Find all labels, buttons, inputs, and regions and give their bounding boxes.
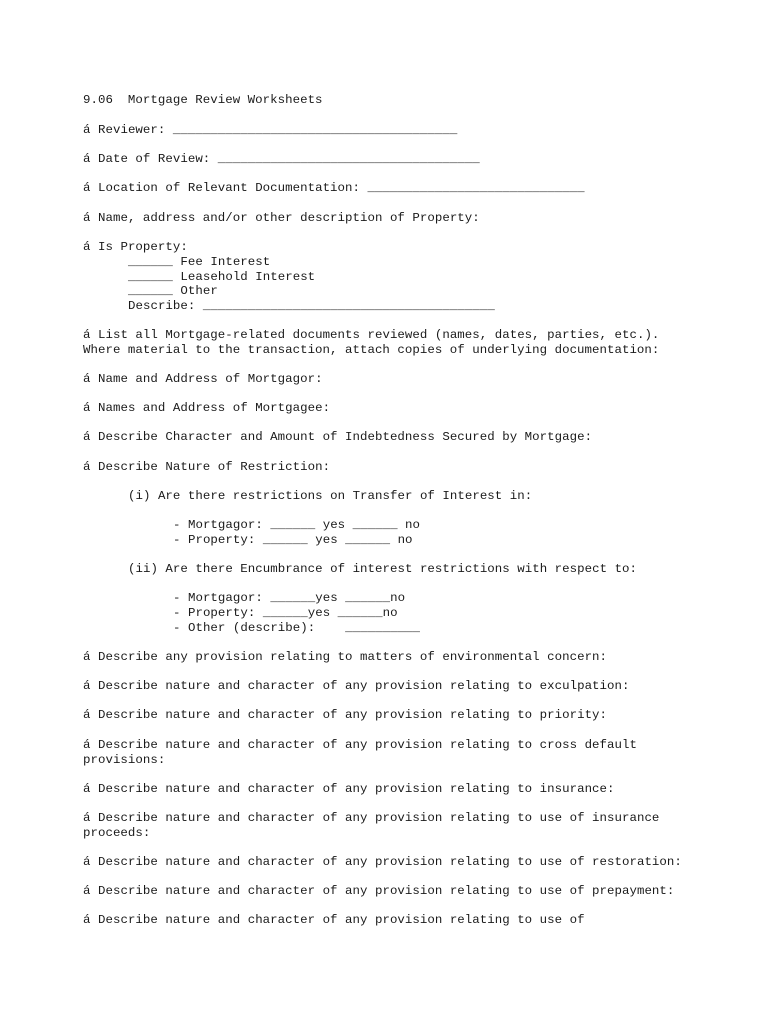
list-docs-line-2: Where material to the transaction, attach copies of underlying documentation: [83,343,660,357]
describe-blank[interactable]: _______________________________________ [202,299,495,313]
is-property-line [83,240,188,255]
describe-line [128,299,495,314]
fee-interest-label: Fee Interest [180,255,271,269]
option-fee-interest [128,255,270,270]
exculpation-label: Describe nature and character of any provision relating to exculpation: [98,679,630,693]
bullet: á [83,782,91,796]
other-blank[interactable]: ______ [128,284,173,298]
cross-default-line-2: provisions: [83,753,166,767]
bullet: á [83,738,91,752]
date-of-review-line [83,152,480,167]
cross-default-text-1: Describe nature and character of any provision relating to cross default [98,738,637,752]
indebtedness-label: Describe Character and Amount of Indebtedness Secured by Mortgage: [98,430,593,444]
encumbrance-property-row[interactable]: - Property: ______yes ______no [173,606,398,620]
mortgagee-name-line [83,401,330,416]
mortgagee-name-label: Names and Address of Mortgagee: [98,401,331,415]
list-docs-line-1 [83,328,659,343]
insurance-proceeds-line-1 [83,811,659,826]
bullet: á [83,708,91,722]
environmental-line [83,650,607,665]
insurance-label: Describe nature and character of any provision relating to insurance: [98,782,615,796]
exculpation-line [83,679,629,694]
describe-label: Describe: [128,299,196,313]
bullet: á [83,884,91,898]
bullet: á [83,372,91,386]
nature-restriction-label: Describe Nature of Restriction: [98,460,331,474]
leasehold-interest-label: Leasehold Interest [180,270,316,284]
property-description-line [83,211,480,226]
environmental-label: Describe any provision relating to matters of environmental concern: [98,650,608,664]
restoration-line [83,855,682,870]
other-label: Other [180,284,218,298]
last-provision-label: Describe nature and character of any provision relating to use of [98,913,585,927]
bullet: á [83,152,91,166]
location-blank[interactable]: _____________________________ [367,181,585,195]
encumbrance-question: (ii) Are there Encumbrance of interest restrictions with respect to: [128,562,638,576]
bullet: á [83,328,91,342]
insurance-proceeds-text-1: Describe nature and character of any provision relating to use of insurance [98,811,660,825]
indebtedness-line [83,430,592,445]
transfer-question: (i) Are there restrictions on Transfer of Interest in: [128,489,533,503]
bullet: á [83,430,91,444]
transfer-property-row[interactable]: - Property: ______ yes ______ no [173,533,413,547]
encumbrance-other-row[interactable]: - Other (describe): __________ [173,621,421,635]
priority-line [83,708,607,723]
bullet: á [83,240,91,254]
reviewer-blank[interactable]: ______________________________________ [172,123,458,137]
last-provision-line [83,913,585,928]
bullet: á [83,855,91,869]
bullet: á [83,679,91,693]
is-property-label: Is Property: [98,240,188,254]
insurance-line [83,782,615,797]
prepayment-label: Describe nature and character of any provision relating to use of prepayment: [98,884,675,898]
option-leasehold-interest [128,270,315,285]
bullet: á [83,181,91,195]
date-of-review-label: Date of Review: [98,152,211,166]
location-line [83,181,585,196]
mortgagor-name-label: Name and Address of Mortgagor: [98,372,323,386]
insurance-proceeds-line-2: proceeds: [83,826,151,840]
page-title: 9.06 Mortgage Review Worksheets [83,93,323,107]
bullet: á [83,811,91,825]
option-other [128,284,218,299]
transfer-mortgagor-row[interactable]: - Mortgagor: ______ yes ______ no [173,518,421,532]
leasehold-interest-blank[interactable]: ______ [128,270,173,284]
reviewer-label: Reviewer: [98,123,166,137]
bullet: á [83,401,91,415]
encumbrance-mortgagor-row[interactable]: - Mortgagor: ______yes ______no [173,591,406,605]
fee-interest-blank[interactable]: ______ [128,255,173,269]
nature-restriction-line [83,460,330,475]
bullet: á [83,460,91,474]
location-label: Location of Relevant Documentation: [98,181,360,195]
cross-default-line-1 [83,738,637,753]
bullet: á [83,123,91,137]
mortgagor-name-line [83,372,323,387]
bullet: á [83,650,91,664]
reviewer-line [83,123,457,138]
property-description-label: Name, address and/or other description of Property: [98,211,480,225]
list-docs-text-1: List all Mortgage-related documents reviewed (names, dates, parties, etc.). [98,328,660,342]
restoration-label: Describe nature and character of any provision relating to use of restoration: [98,855,682,869]
date-of-review-blank[interactable]: ___________________________________ [217,152,480,166]
priority-label: Describe nature and character of any provision relating to priority: [98,708,608,722]
prepayment-line [83,884,674,899]
bullet: á [83,913,91,927]
bullet: á [83,211,91,225]
